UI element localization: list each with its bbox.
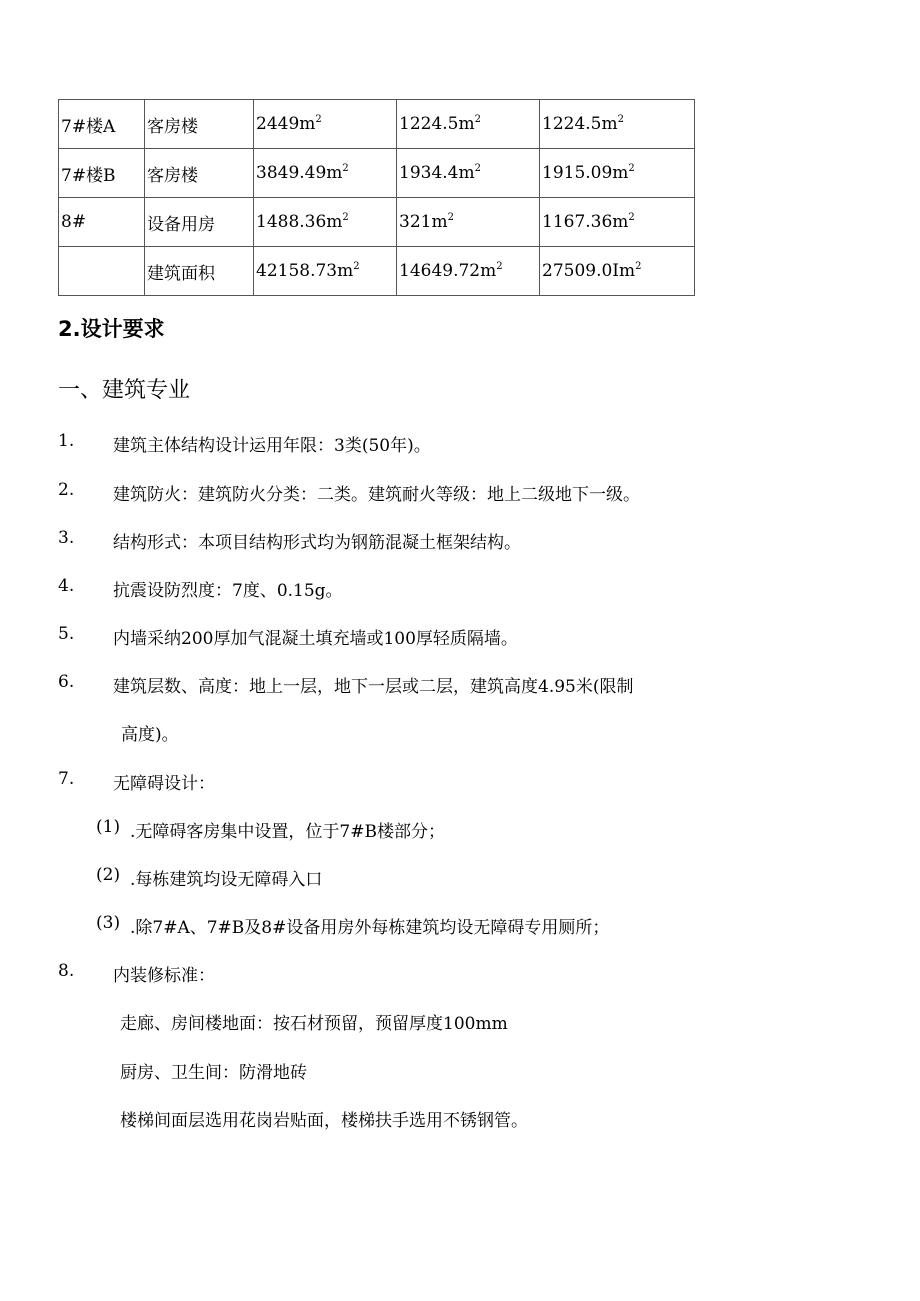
item-text: 抗震设防烈度：7度、0.15g。 [113,581,343,601]
total-area-cell: $2449m^2$ [254,100,397,149]
table-row [59,149,695,198]
item-text: 结构形式：本项目结构形式均为钢筋混凝土框架结构。 [113,533,521,553]
item-number: 7. [58,769,75,789]
above-area-cell: $1224.5m^2$ [397,100,540,149]
sub-item-number: (3) [96,913,121,933]
total-area-cell: $42158.73m^2$ [254,247,397,296]
total-area-cell: $1488.36m^2$ [254,198,397,247]
item-number: 2. [58,480,75,500]
item-number: 6. [58,672,75,692]
use-cell: 设备用房 [145,198,254,247]
table-row [59,247,695,296]
item-number: 1. [58,431,75,451]
above-area-cell: $1934.4m^2$ [397,149,540,198]
section-title: 2.设计要求 [58,317,165,341]
above-area-cell: $321m^2$ [397,198,540,247]
item-text: 内墙采纳200厚加气混凝土填充墙或100厚轻质隔墙。 [113,629,518,649]
building-cell: 8# [59,198,145,247]
subsection-title: 一、建筑专业 [58,378,191,403]
use-cell: 客房楼 [145,100,254,149]
use-cell: 建筑面积 [145,247,254,296]
use-cell: 客房楼 [145,149,254,198]
below-area-cell: $1224.5m^2$ [540,100,695,149]
below-area-cell: $1915.09m^2$ [540,149,695,198]
building-cell: 7#楼B [59,149,145,198]
item-text: 建筑防火：建筑防火分类：二类。建筑耐火等级：地上二级地下一级。 [113,485,640,505]
below-area-cell: $1167.36m^2$ [540,198,695,247]
item-number: 5. [58,624,75,644]
item-text-continuation: 高度)。 [121,725,179,745]
finish-line: 走廊、房间楼地面：按石材预留，预留厚度100mm [120,1014,508,1034]
finish-line: 厨房、卫生间：防滑地砖 [120,1063,307,1083]
building-cell [59,247,145,296]
sub-item-number: (1) [96,817,121,837]
building-cell: 7#楼A [59,100,145,149]
area-table [58,99,695,296]
item-number: 8. [58,961,75,981]
above-area-cell: $14649.72m^2$ [397,247,540,296]
below-area-cell: 27509.0Im$^2$ [540,247,695,296]
item-number: 3. [58,528,75,548]
total-area-cell: $3849.49m^2$ [254,149,397,198]
item-text: 内装修标准： [113,966,215,986]
table-row [59,100,695,149]
sub-item-text: .每栋建筑均设无障碍入口 [130,870,323,890]
table-row [59,198,695,247]
item-text: 无障碍设计： [113,774,215,794]
sub-item-text: .无障碍客房集中设置，位于7#B楼部分； [130,822,445,842]
sub-item-number: (2) [96,865,121,885]
item-number: 4. [58,576,75,596]
item-text: 建筑层数、高度：地上一层，地下一层或二层，建筑高度4.95米(限制 [113,677,634,697]
finish-line: 楼梯间面层选用花岗岩贴面，楼梯扶手选用不锈钢管。 [120,1111,528,1131]
sub-item-text: .除7#A、7#B及8#设备用房外每栋建筑均设无障碍专用厕所； [130,918,610,938]
item-text: 建筑主体结构设计运用年限：3类(50年)。 [113,436,431,456]
